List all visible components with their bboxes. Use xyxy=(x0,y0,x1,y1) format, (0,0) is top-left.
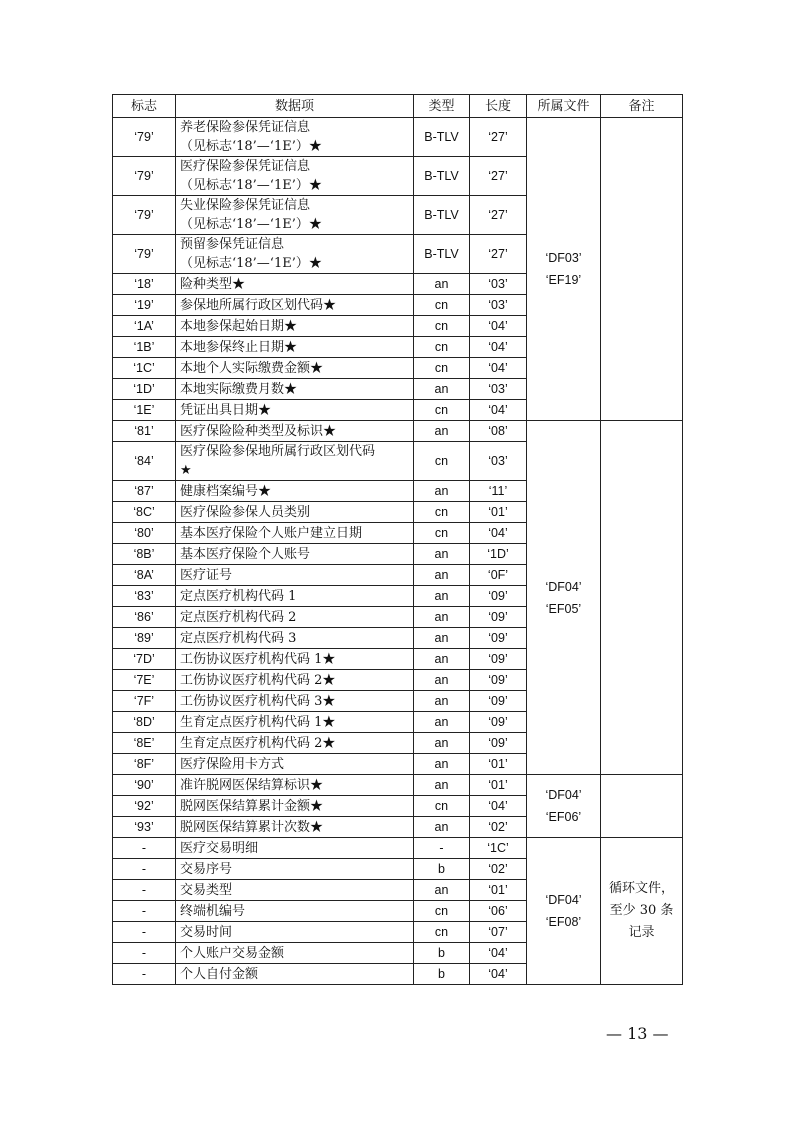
cell-tag: ‘83’ xyxy=(113,586,176,607)
cell-type: cn xyxy=(414,337,470,358)
cell-tag: ‘7F’ xyxy=(113,691,176,712)
cell-length: ‘27’ xyxy=(470,196,527,235)
cell-length: ‘0F’ xyxy=(470,565,527,586)
cell-length: ‘27’ xyxy=(470,157,527,196)
cell-type: an xyxy=(414,544,470,565)
cell-length: ‘01’ xyxy=(470,754,527,775)
cell-length: ‘08’ xyxy=(470,421,527,442)
cell-tag: ‘90’ xyxy=(113,775,176,796)
cell-type: cn xyxy=(414,922,470,943)
cell-type: cn xyxy=(414,442,470,481)
cell-tag: ‘7D’ xyxy=(113,649,176,670)
cell-length: ‘09’ xyxy=(470,712,527,733)
cell-type: an xyxy=(414,733,470,754)
cell-length: ‘09’ xyxy=(470,607,527,628)
cell-type: cn xyxy=(414,358,470,379)
cell-length: ‘01’ xyxy=(470,880,527,901)
file-line: ‘EF19’ xyxy=(545,273,582,287)
data-items-table xyxy=(112,94,683,985)
cell-type: an xyxy=(414,712,470,733)
cell-tag: ‘79’ xyxy=(113,235,176,274)
table-row xyxy=(113,118,683,157)
cell-length: ‘04’ xyxy=(470,316,527,337)
cell-type: an xyxy=(414,775,470,796)
cell-tag: ‘18’ xyxy=(113,274,176,295)
cell-length: ‘03’ xyxy=(470,442,527,481)
cell-length: ‘09’ xyxy=(470,691,527,712)
cell-item: 定点医疗机构代码 1 xyxy=(176,586,414,607)
header-item: 数据项 xyxy=(176,95,414,118)
cell-item: 定点医疗机构代码 2 xyxy=(176,607,414,628)
cell-tag: ‘80’ xyxy=(113,523,176,544)
cell-tag: ‘8F’ xyxy=(113,754,176,775)
cell-item: 险种类型★ xyxy=(176,274,414,295)
cell-length: ‘09’ xyxy=(470,628,527,649)
cell-tag: ‘1D’ xyxy=(113,379,176,400)
cell-item: 交易序号 xyxy=(176,859,414,880)
cell-type: B-TLV xyxy=(414,196,470,235)
cell-tag: ‘79’ xyxy=(113,157,176,196)
cell-item: 交易类型 xyxy=(176,880,414,901)
cell-item: 医疗保险险种类型及标识★ xyxy=(176,421,414,442)
file-line: ‘EF08’ xyxy=(545,915,582,929)
note-line: 至少 30 条 xyxy=(609,903,674,918)
cell-file xyxy=(527,421,601,775)
cell-item: 医疗保险用卡方式 xyxy=(176,754,414,775)
cell-tag: ‘8A’ xyxy=(113,565,176,586)
cell-type: b xyxy=(414,943,470,964)
file-line: ‘DF04’ xyxy=(545,788,582,802)
cell-type: an xyxy=(414,670,470,691)
header-tag: 标志 xyxy=(113,95,176,118)
cell-item: 基本医疗保险个人账号 xyxy=(176,544,414,565)
cell-item: 医疗保险参保人员类别 xyxy=(176,502,414,523)
cell-tag: - xyxy=(113,901,176,922)
cell-tag: ‘8E’ xyxy=(113,733,176,754)
cell-type: cn xyxy=(414,295,470,316)
cell-tag: - xyxy=(113,943,176,964)
cell-note xyxy=(601,421,683,775)
cell-item: 失业保险参保凭证信息 （见标志‘18’—‘1E’）★ xyxy=(176,196,414,235)
cell-tag: ‘19’ xyxy=(113,295,176,316)
cell-length: ‘03’ xyxy=(470,379,527,400)
cell-item: 本地实际缴费月数★ xyxy=(176,379,414,400)
cell-length: ‘09’ xyxy=(470,733,527,754)
cell-type: B-TLV xyxy=(414,157,470,196)
cell-item: 健康档案编号★ xyxy=(176,481,414,502)
cell-type: an xyxy=(414,481,470,502)
cell-length: ‘1D’ xyxy=(470,544,527,565)
cell-type: - xyxy=(414,838,470,859)
cell-item: 工伤协议医疗机构代码 3★ xyxy=(176,691,414,712)
table-body xyxy=(113,118,683,985)
note-line: 循环文件， xyxy=(608,881,674,896)
cell-item: 生育定点医疗机构代码 1★ xyxy=(176,712,414,733)
cell-tag: ‘8D’ xyxy=(113,712,176,733)
cell-file xyxy=(527,775,601,838)
cell-tag: ‘81’ xyxy=(113,421,176,442)
header-file: 所属文件 xyxy=(527,95,601,118)
cell-item: 本地参保终止日期★ xyxy=(176,337,414,358)
cell-length: ‘04’ xyxy=(470,358,527,379)
cell-length: ‘09’ xyxy=(470,586,527,607)
cell-tag: ‘86’ xyxy=(113,607,176,628)
cell-type: B-TLV xyxy=(414,235,470,274)
cell-tag: ‘84’ xyxy=(113,442,176,481)
cell-type: cn xyxy=(414,502,470,523)
cell-tag: - xyxy=(113,859,176,880)
cell-type: an xyxy=(414,628,470,649)
cell-tag: ‘7E’ xyxy=(113,670,176,691)
cell-length: ‘04’ xyxy=(470,796,527,817)
cell-length: ‘02’ xyxy=(470,817,527,838)
cell-item: 个人账户交易金额 xyxy=(176,943,414,964)
cell-item: 本地参保起始日期★ xyxy=(176,316,414,337)
cell-length: ‘03’ xyxy=(470,295,527,316)
cell-item: 医疗保险参保凭证信息 （见标志‘18’—‘1E’）★ xyxy=(176,157,414,196)
cell-file xyxy=(527,118,601,421)
cell-item: 脱网医保结算累计次数★ xyxy=(176,817,414,838)
cell-item: 定点医疗机构代码 3 xyxy=(176,628,414,649)
cell-item: 脱网医保结算累计金额★ xyxy=(176,796,414,817)
cell-length: ‘04’ xyxy=(470,943,527,964)
cell-item: 医疗交易明细 xyxy=(176,838,414,859)
cell-tag: ‘1E’ xyxy=(113,400,176,421)
cell-length: ‘03’ xyxy=(470,274,527,295)
file-line: ‘EF06’ xyxy=(545,810,582,824)
cell-type: an xyxy=(414,880,470,901)
cell-length: ‘02’ xyxy=(470,859,527,880)
cell-type: an xyxy=(414,565,470,586)
cell-item: 基本医疗保险个人账户建立日期 xyxy=(176,523,414,544)
table-row xyxy=(113,421,683,442)
cell-item: 工伤协议医疗机构代码 2★ xyxy=(176,670,414,691)
cell-length: ‘09’ xyxy=(470,670,527,691)
cell-note xyxy=(601,838,683,985)
cell-length: ‘04’ xyxy=(470,400,527,421)
cell-length: ‘04’ xyxy=(470,337,527,358)
file-line: ‘DF03’ xyxy=(545,251,582,265)
cell-type: cn xyxy=(414,523,470,544)
cell-type: cn xyxy=(414,796,470,817)
cell-type: b xyxy=(414,964,470,985)
cell-item: 医疗保险参保地所属行政区划代码 ★ xyxy=(176,442,414,481)
cell-type: cn xyxy=(414,400,470,421)
cell-file xyxy=(527,838,601,985)
cell-length: ‘06’ xyxy=(470,901,527,922)
cell-tag: - xyxy=(113,964,176,985)
cell-length: ‘09’ xyxy=(470,649,527,670)
cell-type: an xyxy=(414,379,470,400)
cell-type: an xyxy=(414,274,470,295)
cell-type: an xyxy=(414,421,470,442)
cell-tag: ‘79’ xyxy=(113,196,176,235)
cell-type: B-TLV xyxy=(414,118,470,157)
cell-item: 养老保险参保凭证信息 （见标志‘18’—‘1E’）★ xyxy=(176,118,414,157)
cell-tag: - xyxy=(113,922,176,943)
cell-tag: ‘89’ xyxy=(113,628,176,649)
table-row xyxy=(113,775,683,796)
cell-item: 医疗证号 xyxy=(176,565,414,586)
cell-item: 终端机编号 xyxy=(176,901,414,922)
page-number: — 13 — xyxy=(606,1024,669,1043)
cell-type: cn xyxy=(414,316,470,337)
cell-type: cn xyxy=(414,901,470,922)
cell-item: 个人自付金额 xyxy=(176,964,414,985)
cell-length: ‘27’ xyxy=(470,235,527,274)
cell-length: ‘11’ xyxy=(470,481,527,502)
cell-type: an xyxy=(414,817,470,838)
header-length: 长度 xyxy=(470,95,527,118)
cell-length: ‘27’ xyxy=(470,118,527,157)
cell-tag: ‘1B’ xyxy=(113,337,176,358)
cell-item: 凭证出具日期★ xyxy=(176,400,414,421)
cell-length: ‘01’ xyxy=(470,775,527,796)
cell-item: 本地个人实际缴费金额★ xyxy=(176,358,414,379)
cell-tag: ‘1C’ xyxy=(113,358,176,379)
cell-tag: ‘87’ xyxy=(113,481,176,502)
cell-item: 参保地所属行政区划代码★ xyxy=(176,295,414,316)
cell-tag: ‘8B’ xyxy=(113,544,176,565)
cell-length: ‘04’ xyxy=(470,964,527,985)
table-header-row xyxy=(113,95,683,118)
cell-type: an xyxy=(414,607,470,628)
header-note: 备注 xyxy=(601,95,683,118)
file-line: ‘EF05’ xyxy=(545,601,582,616)
cell-tag: - xyxy=(113,838,176,859)
cell-item: 准许脱网医保结算标识★ xyxy=(176,775,414,796)
cell-note xyxy=(601,118,683,421)
cell-note xyxy=(601,775,683,838)
file-line: ‘DF04’ xyxy=(545,579,582,594)
cell-length: ‘07’ xyxy=(470,922,527,943)
cell-type: an xyxy=(414,649,470,670)
cell-tag: ‘92’ xyxy=(113,796,176,817)
cell-length: ‘01’ xyxy=(470,502,527,523)
table-row xyxy=(113,838,683,859)
cell-length: ‘04’ xyxy=(470,523,527,544)
cell-length: ‘1C’ xyxy=(470,838,527,859)
cell-type: an xyxy=(414,586,470,607)
cell-type: an xyxy=(414,691,470,712)
cell-item: 预留参保凭证信息 （见标志‘18’—‘1E’）★ xyxy=(176,235,414,274)
cell-tag: ‘8C’ xyxy=(113,502,176,523)
cell-tag: - xyxy=(113,880,176,901)
cell-tag: ‘93’ xyxy=(113,817,176,838)
cell-type: b xyxy=(414,859,470,880)
cell-type: an xyxy=(414,754,470,775)
header-type: 类型 xyxy=(414,95,470,118)
cell-item: 生育定点医疗机构代码 2★ xyxy=(176,733,414,754)
file-line: ‘DF04’ xyxy=(545,893,582,907)
cell-tag: ‘79’ xyxy=(113,118,176,157)
note-line: 记录 xyxy=(628,925,655,940)
cell-item: 工伤协议医疗机构代码 1★ xyxy=(176,649,414,670)
cell-tag: ‘1A’ xyxy=(113,316,176,337)
cell-item: 交易时间 xyxy=(176,922,414,943)
